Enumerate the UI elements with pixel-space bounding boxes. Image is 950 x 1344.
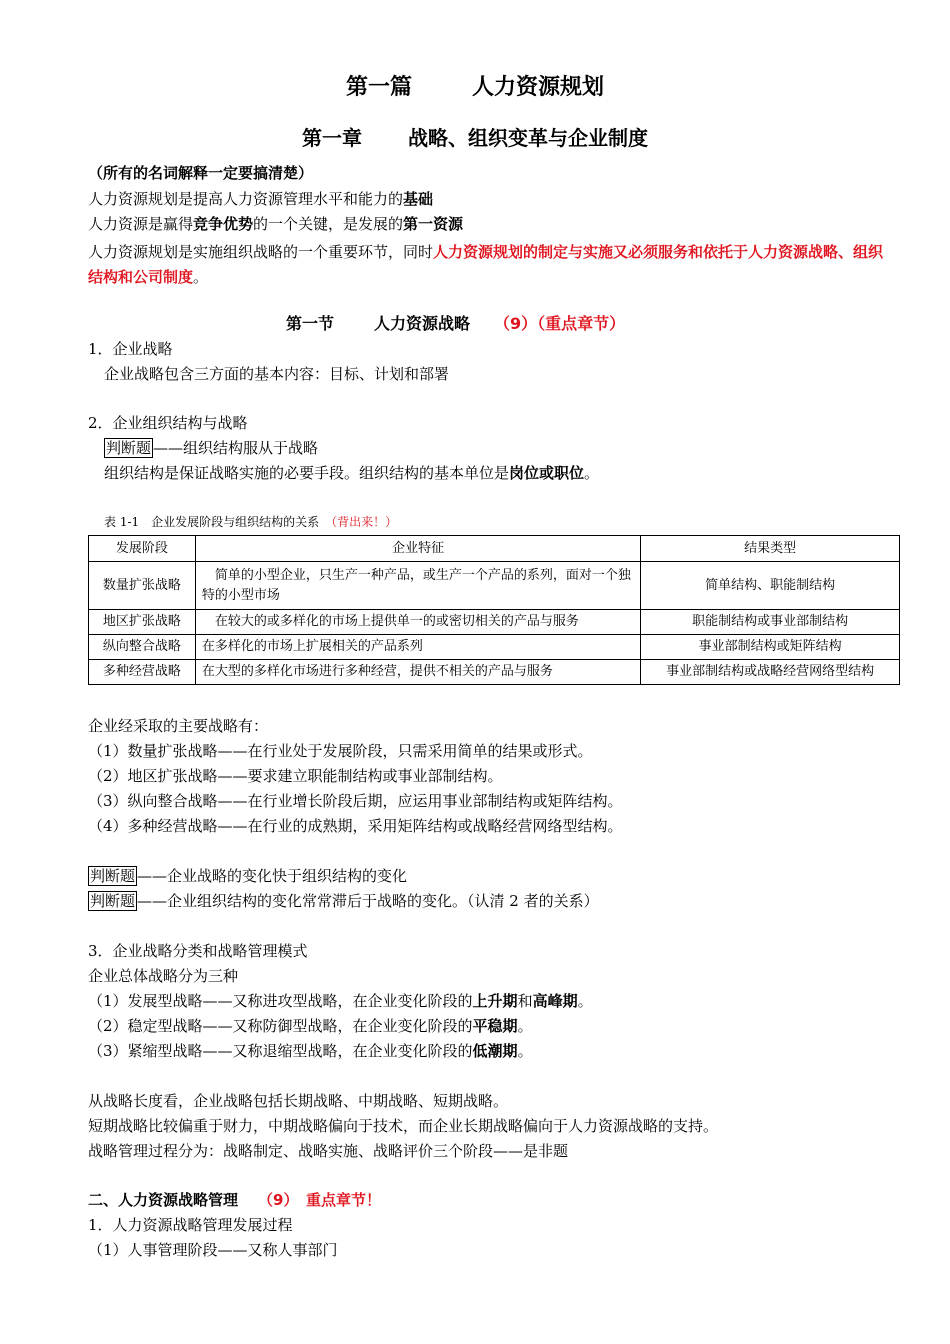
p3-item-2-bold: 平稳期: [472, 1017, 518, 1035]
intro-line-1-bold: 基础: [403, 190, 434, 208]
intro-line-1: [88, 189, 433, 209]
judge-line-1: [88, 866, 407, 886]
table-cell: 简单结构、职能制结构: [641, 562, 900, 610]
chapter-label: 第一章: [302, 126, 362, 150]
p3-intro: 企业总体战略分为三种: [88, 967, 239, 985]
strategies-intro: 企业经采取的主要战略有：: [88, 717, 269, 735]
table-cell: 职能制结构或事业部制结构: [641, 610, 900, 635]
p3-item-3-end: 。: [517, 1042, 533, 1060]
p3-item-1-mid: 和: [517, 992, 533, 1010]
part-label: 第一篇: [345, 75, 412, 100]
table-row: [89, 635, 900, 660]
intro-note: （所有的名词解释一定要搞清楚）: [88, 164, 314, 182]
p4-line-2: 短期战略比较偏重于财力，中期战略偏向于技术，而企业长期战略偏向于人力资源战略的支持。: [88, 1117, 719, 1135]
part-title: [0, 74, 950, 102]
intro-line-2: [88, 214, 463, 234]
p3-item-3-bold: 低潮期: [472, 1042, 518, 1060]
p3-item-1-end: 。: [577, 992, 593, 1010]
table-header-row: [89, 536, 900, 562]
p3-item-1-text: （1）发展型战略——又称进攻型战略，在企业变化阶段的: [88, 992, 473, 1010]
part-name: 人力资源规划: [472, 75, 605, 100]
p3-item-2-end: 。: [517, 1017, 533, 1035]
table-caption: [104, 514, 397, 530]
p1-text: 企业战略包含三方面的基本内容：目标、计划和部署: [104, 365, 450, 383]
intro-line-3-text: 人力资源规划是实施组织战略的一个重要环节，同时: [88, 243, 434, 261]
table-cell: 事业部制结构或矩阵结构: [641, 635, 900, 660]
chapter-title: [0, 125, 950, 151]
intro-line-2-bold-1: 竞争优势: [193, 215, 254, 233]
p3-item-2: [88, 1016, 533, 1036]
p2-heading: 2．企业组织结构与战略: [88, 414, 248, 432]
intro-line-3-red: 人力资源规划的制定与实施又必须服务和依托于人力资源战略、组织结构和公司制度: [88, 243, 884, 286]
p3-heading: 3．企业战略分类和战略管理模式: [88, 942, 308, 960]
p1-heading: 1．企业战略: [88, 340, 173, 358]
table-cell: 纵向整合战略: [89, 635, 196, 660]
table-cell: 在较大的或多样化的市场上提供单一的或密切相关的产品与服务: [195, 610, 640, 635]
judge-text: ——企业组织结构的变化常常滞后于战略的变化。（认清 2 者的关系）: [137, 892, 599, 910]
table-caption-text: 表 1-1 企业发展阶段与组织结构的关系: [104, 515, 320, 529]
section-1-label: 第一节: [286, 314, 335, 333]
strategy-item: （3）纵向整合战略——在行业增长阶段后期，应运用事业部制结构或矩阵结构。: [88, 792, 623, 810]
p4-line-1: 从战略长度看，企业战略包括长期战略、中期战略、短期战略。: [88, 1092, 509, 1110]
intro-paragraph-3: [88, 240, 888, 290]
table-row: [89, 562, 900, 610]
table-row: [89, 610, 900, 635]
judge-label: 判断题: [90, 892, 136, 910]
p3-item-3: [88, 1041, 533, 1061]
p3-item-1-bold-1: 上升期: [472, 992, 518, 1010]
strategy-item: （2）地区扩张战略——要求建立职能制结构或事业部制结构。: [88, 767, 503, 785]
table-cell: 在多样化的市场上扩展相关的产品系列: [195, 635, 640, 660]
section-1-tag: （9）（重点章节）: [494, 314, 626, 333]
p3-item-2-text: （2）稳定型战略——又称防御型战略，在企业变化阶段的: [88, 1017, 473, 1035]
judge-line-2: [88, 891, 599, 911]
p2-text-bold: 岗位或职位: [509, 464, 585, 482]
intro-line-2-text: 人力资源是赢得: [88, 215, 194, 233]
section-1-heading: [286, 313, 625, 335]
table-cell: 在大型的多样化市场进行多种经营，提供不相关的产品与服务: [195, 660, 640, 685]
p2-text: [104, 463, 599, 483]
section-2-heading: [88, 1190, 381, 1210]
chapter-name: 战略、组织变革与企业制度: [408, 126, 648, 150]
p2-text-end: 。: [584, 464, 600, 482]
table-cell: 数量扩张战略: [89, 562, 196, 610]
judge-label: 判断题: [106, 439, 152, 457]
table-header-cell: 结果类型: [641, 536, 900, 562]
table-cell: 地区扩张战略: [89, 610, 196, 635]
strategy-item: （4）多种经营战略——在行业的成熟期，采用矩阵结构或战略经营网络型结构。: [88, 817, 623, 835]
section-2-line-2: （1）人事管理阶段——又称人事部门: [88, 1241, 338, 1259]
section-2-title: 二、人力资源战略管理: [88, 1191, 239, 1209]
judge-text: ——企业战略的变化快于组织结构的变化: [137, 867, 408, 885]
table-cell: 事业部制结构或战略经营网络型结构: [641, 660, 900, 685]
section-2-line-1: 1．人力资源战略管理发展过程: [88, 1216, 293, 1234]
table-header-cell: 发展阶段: [89, 536, 196, 562]
p3-item-3-text: （3）紧缩型战略——又称退缩型战略，在企业变化阶段的: [88, 1042, 473, 1060]
table-cell: 多种经营战略: [89, 660, 196, 685]
p2-text-main: 组织结构是保证战略实施的必要手段。组织结构的基本单位是: [104, 464, 510, 482]
intro-line-1-text: 人力资源规划是提高人力资源管理水平和能力的: [88, 190, 404, 208]
judge-label: 判断题: [90, 867, 136, 885]
table-row: [89, 660, 900, 685]
table-cell: 简单的小型企业，只生产一种产品，或生产一个产品的系列，面对一个独特的小型市场: [195, 562, 640, 610]
section-1-name: 人力资源战略: [374, 314, 471, 333]
p3-item-1-bold-2: 高峰期: [532, 992, 578, 1010]
p3-item-1: [88, 991, 593, 1011]
p4-line-3: 战略管理过程分为：战略制定、战略实施、战略评价三个阶段——是非题: [88, 1142, 569, 1160]
intro-line-2-mid: 的一个关键，是发展的: [253, 215, 404, 233]
p2-judge-text: ——组织结构服从于战略: [153, 439, 319, 457]
intro-line-2-bold-2: 第一资源: [403, 215, 464, 233]
table-header-cell: 企业特征: [195, 536, 640, 562]
section-2-tag: （9） 重点章节！: [258, 1191, 381, 1209]
stage-structure-table: [88, 535, 900, 685]
table-caption-note: （背出来！）: [331, 515, 398, 529]
intro-line-3-end: 。: [193, 268, 209, 286]
p2-judge-line: [104, 438, 318, 458]
strategy-item: （1）数量扩张战略——在行业处于发展阶段，只需采用简单的结果或形式。: [88, 742, 593, 760]
